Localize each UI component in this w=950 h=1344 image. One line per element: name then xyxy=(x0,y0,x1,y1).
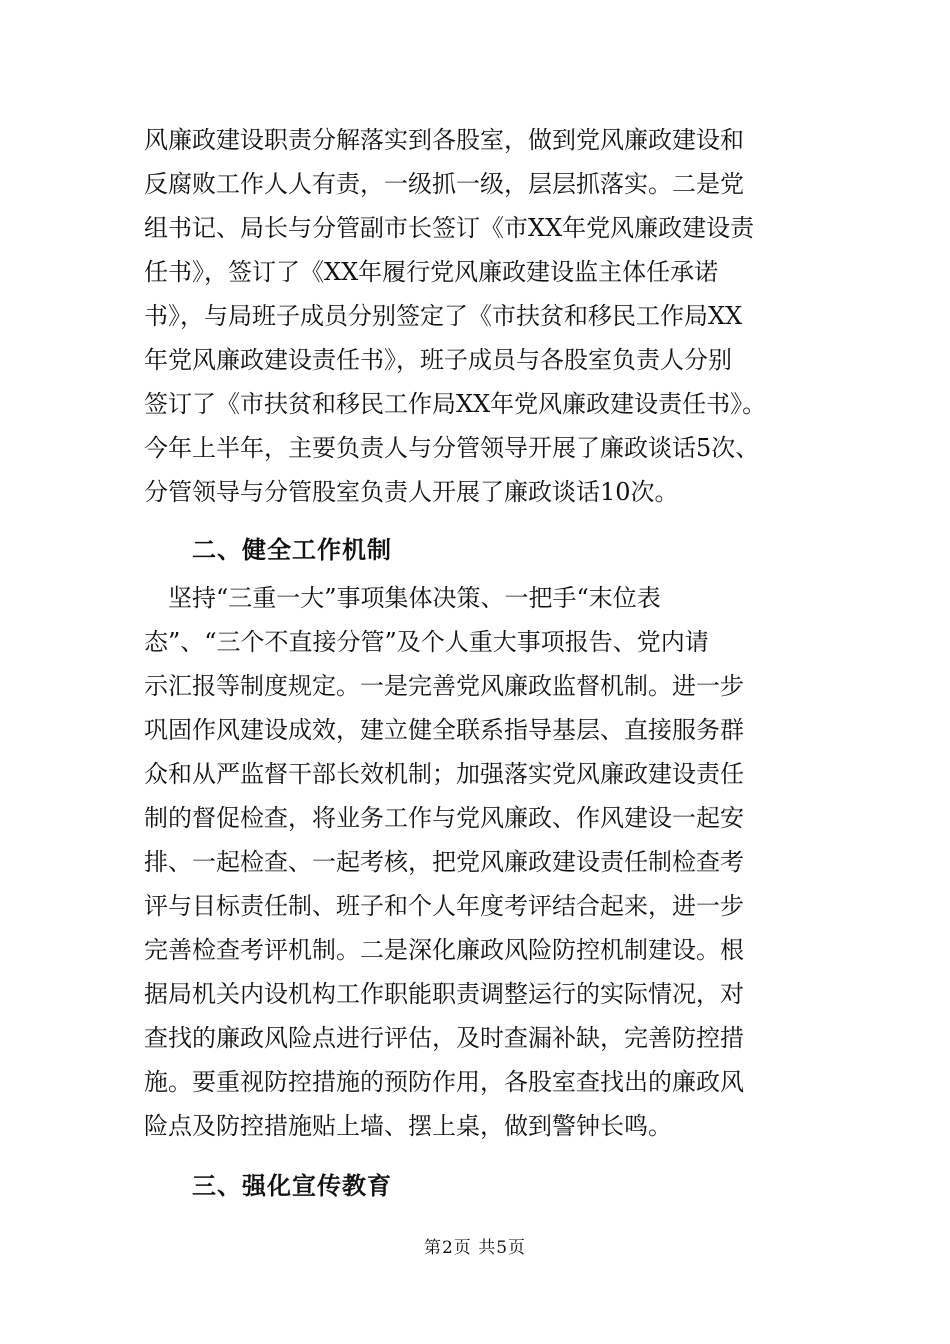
paragraph-line: 据局机关内设机构工作职能职责调整运行的实际情况，对 xyxy=(144,980,744,1008)
paragraph-line: 众和从严监督干部长效机制；加强落实党风廉政建设责任 xyxy=(144,760,744,788)
page-number-footer: 第2页 共5页 xyxy=(423,1238,527,1258)
paragraph-line: 排、一起检查、一起考核，把党风廉政建设责任制检查考 xyxy=(144,848,744,876)
paragraph-line: 制的督促检查，将业务工作与党风廉政、作风建设一起安 xyxy=(144,804,744,832)
paragraph-line: 风廉政建设职责分解落实到各股室，做到党风廉政建设和 xyxy=(144,126,744,154)
paragraph-line: 查找的廉政风险点进行评估，及时查漏补缺，完善防控措 xyxy=(144,1024,744,1052)
paragraph-line: 险点及防控措施贴上墙、摆上桌，做到警钟长鸣。 xyxy=(144,1112,672,1140)
paragraph-line: 任书》，签订了《XX年履行党风廉政建设监主体任承诺 xyxy=(144,258,719,286)
paragraph-line: 坚持“三重一大”事项集体决策、一把手“末位表 xyxy=(144,584,661,612)
paragraph-line: 施。要重视防控措施的预防作用，各股室查找出的廉政风 xyxy=(144,1068,744,1096)
paragraph-line: 示汇报等制度规定。一是完善党风廉政监督机制。进一步 xyxy=(144,672,744,700)
paragraph-line: 巩固作风建设成效，建立健全联系指导基层、直接服务群 xyxy=(144,716,744,744)
paragraph-line: 组书记、局长与分管副市长签订《市XX年党风廉政建设责 xyxy=(144,214,755,242)
paragraph-line: 签订了《市扶贫和移民工作局XX年党风廉政建设责任书》。 xyxy=(144,390,767,418)
paragraph-line: 完善检查考评机制。二是深化廉政风险防控机制建设。根 xyxy=(144,936,744,964)
section-heading-3: 三、强化宣传教育 xyxy=(192,1172,392,1200)
paragraph-line: 反腐败工作人人有责，一级抓一级，层层抓落实。二是党 xyxy=(144,170,744,198)
paragraph-line: 年党风廉政建设责任书》，班子成员与各股室负责人分别 xyxy=(144,346,732,374)
paragraph-line: 评与目标责任制、班子和个人年度考评结合起来，进一步 xyxy=(144,892,744,920)
paragraph-line: 分管领导与分管股室负责人开展了廉政谈话10次。 xyxy=(144,478,679,506)
paragraph-line: 态”、“三个不直接分管”及个人重大事项报告、党内请 xyxy=(144,628,709,656)
paragraph-line: 今年上半年，主要负责人与分管领导开展了廉政谈话5次、 xyxy=(144,434,760,462)
section-heading-2: 二、健全工作机制 xyxy=(192,536,392,564)
paragraph-line: 书》，与局班子成员分别签定了《市扶贫和移民工作局XX xyxy=(144,302,743,330)
